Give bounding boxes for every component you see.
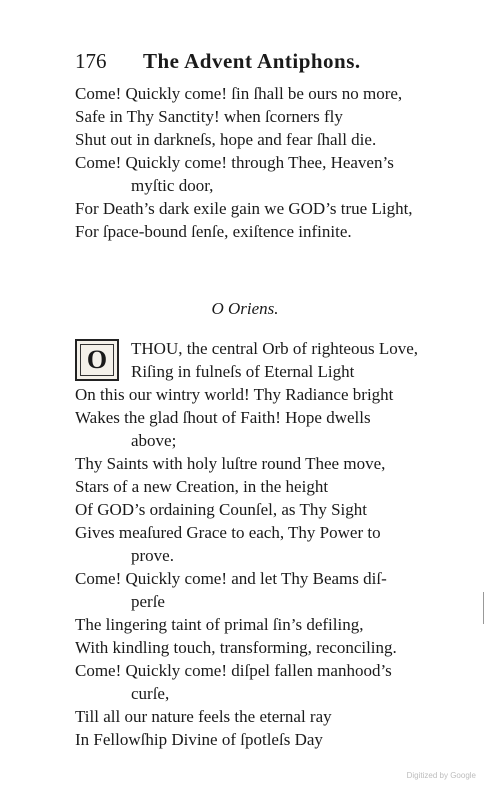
stanza-two	[75, 337, 460, 751]
verse-line: Wakes the glad ſhout of Faith! Hope dwells	[75, 408, 371, 427]
verse-line: Come! Quickly come! ſin ſhall be ours no more,	[75, 84, 403, 103]
verse-line-continuation: above;	[131, 431, 177, 450]
verse-line: Till all our nature feels the eternal ray	[75, 707, 332, 726]
verse-line: In Fellowſhip Divine of ſpotleſs Day	[75, 730, 323, 749]
verse-line-continuation: prove.	[131, 546, 174, 565]
page-header	[75, 46, 455, 76]
verse-line: Come! Quickly come! through Thee, Heaven’s	[75, 153, 394, 172]
verse-line: For Death’s dark exile gain we GOD’s true Light,	[75, 199, 413, 218]
verse-line: Gives meaſured Grace to each, Thy Power to	[75, 523, 381, 542]
verse-line-continuation: curſe,	[131, 684, 170, 703]
verse-line: Stars of a new Creation, in the height	[75, 477, 329, 496]
verse-line: Safe in Thy Sanctity! when ſcorners fly	[75, 107, 343, 126]
verse-line-continuation: myſtic door,	[131, 176, 214, 195]
verse-line: THOU, the central Orb of righteous Love,	[131, 339, 419, 358]
initial-wrapped-lines	[75, 337, 460, 383]
decorated-initial-letter: O	[80, 344, 114, 376]
page-number: 176	[75, 49, 107, 73]
running-title: The Advent Antiphons.	[143, 49, 361, 73]
verse-line: Shut out in darkneſs, hope and fear ſhall die.	[75, 130, 377, 149]
verse-line: Riſing in fulneſs of Eternal Light	[131, 362, 355, 381]
section-title: O Oriens.	[211, 299, 279, 318]
margin-mark	[483, 592, 484, 624]
verse-line: Of GOD’s ordaining Counſel, as Thy Sight	[75, 500, 367, 519]
verse-line: Come! Quickly come! diſpel fallen manhood’s	[75, 661, 392, 680]
verse-line-continuation: perſe	[131, 592, 165, 611]
verse-line: With kindling touch, transforming, reconciling.	[75, 638, 397, 657]
watermark: Digitized by Google	[406, 771, 476, 780]
verse-line: Come! Quickly come! and let Thy Beams diſ-	[75, 569, 387, 588]
stanza-one	[75, 82, 460, 243]
verse-line: For ſpace-bound ſenſe, exiſtence infinite.	[75, 222, 352, 241]
verse-line: Thy Saints with holy luſtre round Thee move,	[75, 454, 386, 473]
verse-line: On this our wintry world! Thy Radiance bright	[75, 385, 394, 404]
verse-line: The lingering taint of primal ſin’s defiling,	[75, 615, 364, 634]
